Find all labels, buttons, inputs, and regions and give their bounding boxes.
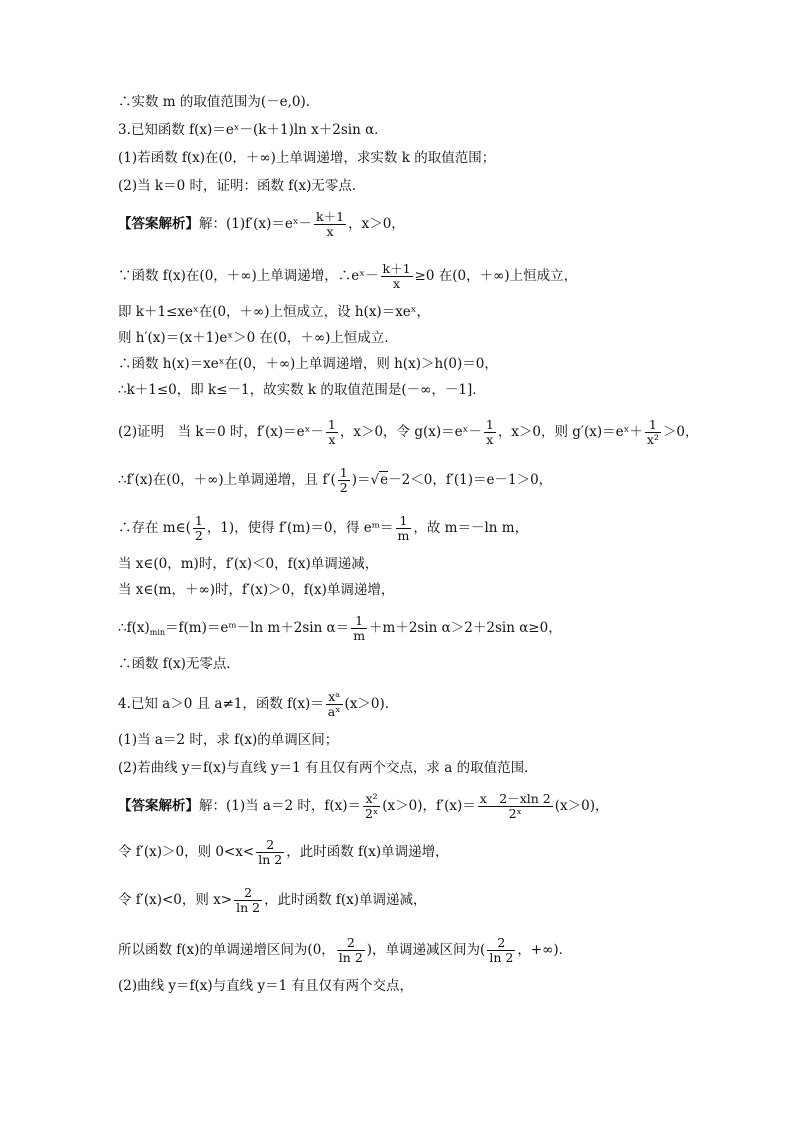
answer-tag: 【答案解析】 <box>118 216 199 232</box>
text-line: 当 x∈(0，m)时，f′(x)＜0，f(x)单调递减， <box>118 556 379 572</box>
text-line <box>118 886 427 915</box>
fraction: $\frac{x 2-xln 2}{\text{2ˣ}}$ <box>479 791 551 821</box>
text-line <box>118 262 577 291</box>
problem-4-part-1: (1)当 a＝2 时，求 f(x)的单调区间； <box>118 732 339 748</box>
math-text: ，1)，使得 f′(m)＝0，得 eᵐ＝ <box>206 520 394 536</box>
text-line: ∴k＋1≤0，即 k≤－1，故实数 k 的取值范围是(－∞，－1]． <box>118 382 486 398</box>
math-text: ，此时函数 f(x)单调递增， <box>286 844 449 860</box>
math-text: )，单调递减区间为( <box>366 942 486 958</box>
sqrt-symbol: √ <box>370 472 380 488</box>
problem-3-part-2: (2)当 k＝0 时，证明：函数 f(x)无零点． <box>118 178 366 194</box>
math-text: 解：(1)f′(x)＝eˣ－ <box>199 216 313 232</box>
text-line: ∴实数 m 的取值范围为(－e,0)． <box>118 94 320 110</box>
fraction: $\frac{k+1}{x}$ <box>316 209 345 239</box>
math-text: (x＞0)， <box>554 798 609 814</box>
fraction: $\frac{1}{m}$ <box>397 513 410 543</box>
text-line <box>118 466 552 495</box>
fraction: $\frac{2}{\ln 2}$ <box>489 935 514 965</box>
math-text: 令 f′(x)<0，则 x> <box>118 892 233 908</box>
math-text: (2)证明 当 k＝0 时，f′(x)＝eˣ－ <box>118 424 324 440</box>
problem-3-statement: 3.已知函数 f(x)＝eˣ－(k＋1)ln x＋2sin α． <box>118 122 388 138</box>
fraction: $\frac{\text{xᵃ}}{\text{aˣ}}$ <box>327 689 341 719</box>
answer-line <box>118 792 609 821</box>
math-text: ，故 m＝－ln m， <box>413 520 529 536</box>
math-text: ≥0 在(0，＋∞)上恒成立， <box>414 268 578 284</box>
math-text: 4.已知 a＞0 且 a≠1，函数 f(x)＝ <box>118 696 324 712</box>
fraction: $\frac{k+1}{x}$ <box>382 261 411 291</box>
text-line: 则 h′(x)＝(x＋1)eˣ＞0 在(0，＋∞)上恒成立． <box>118 330 398 346</box>
answer-line <box>118 210 405 239</box>
math-text: ∴f(x) <box>118 620 150 636</box>
text-line: ∴函数 h(x)＝xeˣ在(0，＋∞)上单调递增，则 h(x)＞h(0)＝0， <box>118 356 498 372</box>
sqrt-radicand: e <box>380 472 389 488</box>
math-text: ＝f(m)＝eᵐ－ln m＋2sin α＝ <box>165 620 350 636</box>
fraction: $\frac{2}{\ln 2}$ <box>338 935 363 965</box>
math-text: ＞0， <box>662 424 699 440</box>
problem-3-part-1: (1)若函数 f(x)在(0，＋∞)上单调递增，求实数 k 的取值范围； <box>118 150 496 166</box>
answer-tag: 【答案解析】 <box>118 798 199 814</box>
math-text: ，x＞0，令 g(x)＝eˣ－ <box>339 424 482 440</box>
math-text: ＋m＋2sin α＞2＋2sin α≥0， <box>369 620 562 636</box>
fraction: $\frac{\text{x²}}{\text{2ˣ}}$ <box>365 791 379 821</box>
text-line: ∴函数 f(x)无零点． <box>118 656 240 672</box>
math-text: ，+∞)． <box>517 942 573 958</box>
subscript: min <box>149 628 166 637</box>
math-text: －2＜0，f′(1)＝e－1＞0， <box>388 472 553 488</box>
math-text: ∵函数 f(x)在(0，＋∞)上单调递增，∴eˣ－ <box>118 268 379 284</box>
math-text: 所以函数 f(x)的单调递增区间为(0， <box>118 942 335 958</box>
fraction: $\frac{1}{x}$ <box>485 417 494 447</box>
math-text: ，此时函数 f(x)单调递减， <box>264 892 427 908</box>
math-text: (x＞0)，f′(x)＝ <box>382 798 476 814</box>
fraction: $\frac{2}{\ln 2}$ <box>236 885 261 915</box>
fraction: $\frac{1}{x}$ <box>327 417 336 447</box>
problem-4-statement <box>118 690 398 719</box>
text-line <box>118 838 449 867</box>
fraction: $\frac{1}{2}$ <box>194 513 203 543</box>
math-text: ，x＞0， <box>348 216 405 232</box>
text-line <box>118 514 528 543</box>
math-text: (x＞0)． <box>344 696 399 712</box>
text-line <box>118 936 572 965</box>
text-line: 即 k＋1≤xeˣ在(0，＋∞)上恒成立，设 h(x)＝xeˣ， <box>118 304 431 320</box>
fraction: $\frac{1}{2}$ <box>339 465 348 495</box>
math-text: ，x＞0，则 g′(x)＝eˣ＋ <box>497 424 643 440</box>
fraction: $\frac{2}{\ln 2}$ <box>258 837 283 867</box>
text-line <box>118 614 562 643</box>
fraction: $\frac{1}{\text{x²}}$ <box>646 417 659 447</box>
text-line <box>118 418 699 447</box>
text-line: 当 x∈(m，＋∞)时，f′(x)＞0，f(x)单调递增， <box>118 582 395 598</box>
math-text: 令 f′(x)＞0，则 0<x< <box>118 844 255 860</box>
text-line: (2)曲线 y＝f(x)与直线 y＝1 有且仅有两个交点， <box>118 978 413 994</box>
fraction: $\frac{1}{m}$ <box>353 613 366 643</box>
problem-4-part-2: (2)若曲线 y＝f(x)与直线 y＝1 有且仅有两个交点，求 a 的取值范围． <box>118 760 538 776</box>
math-text: ∴存在 m∈( <box>118 520 191 536</box>
math-text: )＝ <box>351 472 371 488</box>
math-text: 解：(1)当 a＝2 时，f(x)＝ <box>199 798 361 814</box>
math-text: ∴f′(x)在(0，＋∞)上单调递增，且 f′( <box>118 472 336 488</box>
